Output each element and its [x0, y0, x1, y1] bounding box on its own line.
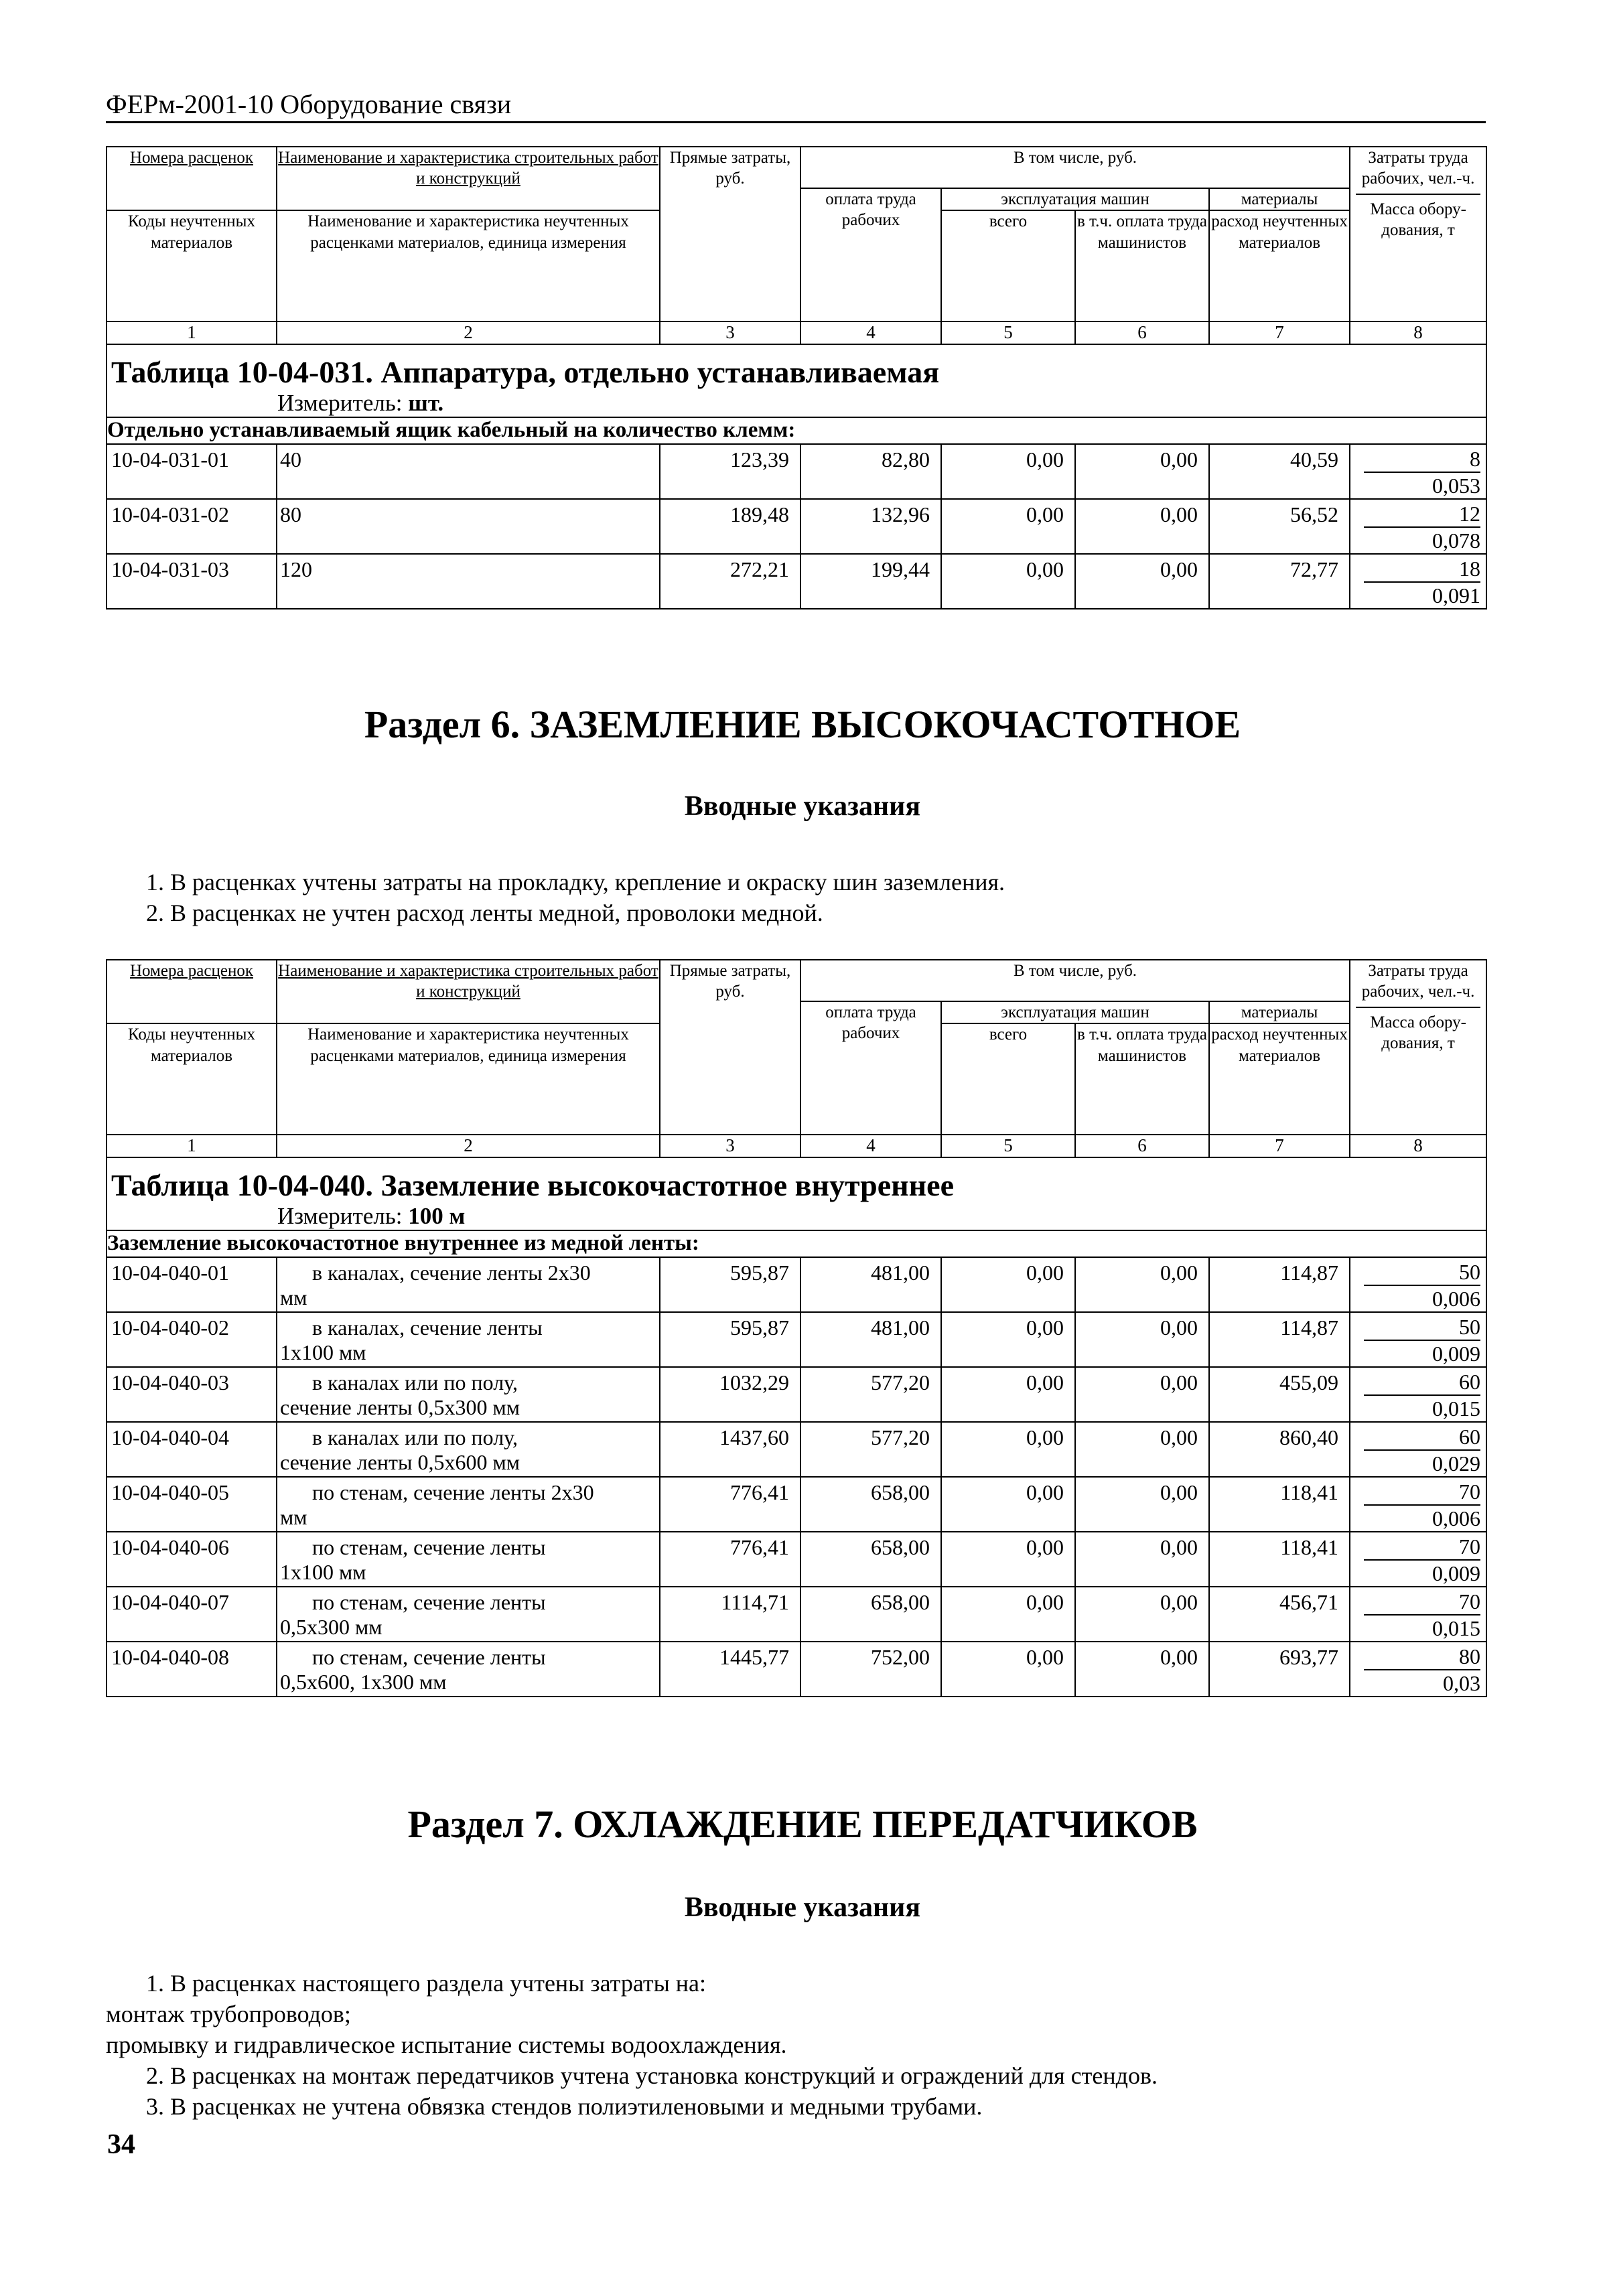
section-6-title: Раздел 6. ЗАЗЕМЛЕНИЕ ВЫСОКОЧАСТОТНОЕ	[364, 703, 1241, 746]
col6-header: в т.ч. оплата труда машинистов	[1075, 210, 1209, 321]
page-number: 34	[107, 2129, 135, 2160]
rates-table-040	[106, 959, 1487, 1697]
col-number: 5	[941, 321, 1075, 344]
col3-header: Прямые затраты, руб.	[660, 960, 800, 1135]
table-row	[107, 1587, 1486, 1642]
col-number: 8	[1350, 321, 1486, 344]
material-cost: 56,52	[1209, 499, 1350, 554]
direct-cost: 1437,60	[660, 1422, 800, 1477]
machines-header: эксплуатация машин	[941, 188, 1209, 210]
direct-cost: 272,21	[660, 554, 800, 609]
labor-hours-mass: 18 0,091	[1350, 554, 1486, 609]
labor-cost: 577,20	[800, 1367, 941, 1422]
material-cost: 118,41	[1209, 1477, 1350, 1532]
operator-cost: 0,00	[1075, 1587, 1209, 1642]
labor-cost: 481,00	[800, 1257, 941, 1312]
rate-name: 120	[277, 554, 660, 609]
col1-header-top: Номера расценок	[107, 147, 277, 210]
col-number: 6	[1075, 321, 1209, 344]
direct-cost: 1114,71	[660, 1587, 800, 1642]
machine-cost: 0,00	[941, 1642, 1075, 1697]
operator-cost: 0,00	[1075, 1477, 1209, 1532]
rates-table-031	[106, 146, 1487, 609]
direct-cost: 189,48	[660, 499, 800, 554]
col4-header: оплата труда рабочих	[800, 188, 941, 321]
rate-code: 10-04-040-06	[107, 1532, 277, 1587]
column-numbers	[107, 321, 1486, 344]
table-row	[107, 1532, 1486, 1587]
rate-name: в каналах или по полу, сечение ленты 0,5х300 мм	[277, 1367, 660, 1422]
section-7-title: Раздел 7. ОХЛАЖДЕНИЕ ПЕРЕДАТЧИКОВ	[407, 1802, 1198, 1846]
section-7-intro-title: Вводные указания	[684, 1892, 921, 1923]
operator-cost: 0,00	[1075, 1532, 1209, 1587]
material-cost: 118,41	[1209, 1532, 1350, 1587]
direct-cost: 776,41	[660, 1532, 800, 1587]
col-number: 1	[107, 321, 277, 344]
table-row	[107, 1257, 1486, 1312]
col2-header-top: Наименование и характеристика строительных работ и конструкций	[277, 147, 660, 210]
machines-header: эксплуатация машин	[941, 1001, 1209, 1023]
direct-cost: 1032,29	[660, 1367, 800, 1422]
table-row	[107, 444, 1486, 499]
machine-cost: 0,00	[941, 1477, 1075, 1532]
table-row	[107, 499, 1486, 554]
section-6-intro-title: Вводные указания	[684, 791, 921, 822]
col2-header-top: Наименование и характеристика строительных работ и конструкций	[277, 960, 660, 1023]
col4-header: оплата труда рабочих	[800, 1001, 941, 1135]
labor-hours-mass: 70 0,015	[1350, 1587, 1486, 1642]
col-number: 7	[1209, 321, 1350, 344]
table-row	[107, 1422, 1486, 1477]
labor-cost: 481,00	[800, 1312, 941, 1367]
labor-hours-mass: 70 0,006	[1350, 1477, 1486, 1532]
machine-cost: 0,00	[941, 499, 1075, 554]
col1-header-bottom: Коды неучтенных материалов	[107, 210, 277, 321]
incl-header: В том числе, руб.	[800, 147, 1350, 188]
col-number: 8	[1350, 1135, 1486, 1157]
material-cost: 860,40	[1209, 1422, 1350, 1477]
col-number: 4	[800, 321, 941, 344]
rate-code: 10-04-040-02	[107, 1312, 277, 1367]
labor-cost: 658,00	[800, 1532, 941, 1587]
table-row	[107, 1642, 1486, 1697]
labor-hours-mass: 60 0,029	[1350, 1422, 1486, 1477]
section-6-para: 1. В расценках учтены затраты на прокладку, крепление и окраску шин заземления.	[146, 869, 1005, 895]
machine-cost: 0,00	[941, 1422, 1075, 1477]
material-cost: 114,87	[1209, 1257, 1350, 1312]
table-title: Таблица 10-04-040. Заземление высокочастотное внутреннее	[111, 1168, 954, 1203]
rate-name: 80	[277, 499, 660, 554]
rate-code: 10-04-040-03	[107, 1367, 277, 1422]
labor-cost: 658,00	[800, 1477, 941, 1532]
group-heading: Отдельно устанавливаемый ящик кабельный на количество клемм:	[107, 417, 1486, 444]
table-title-cell	[107, 344, 1486, 417]
col3-header: Прямые затраты, руб.	[660, 147, 800, 321]
col7-header: расход неучтенных материалов	[1209, 1023, 1350, 1135]
col1-header-top: Номера расценок	[107, 960, 277, 1023]
rate-code: 10-04-040-01	[107, 1257, 277, 1312]
material-cost: 455,09	[1209, 1367, 1350, 1422]
rate-name: в каналах, сечение ленты 2х30 мм	[277, 1257, 660, 1312]
machine-cost: 0,00	[941, 554, 1075, 609]
rate-code: 10-04-040-08	[107, 1642, 277, 1697]
labor-cost: 752,00	[800, 1642, 941, 1697]
unit-line: Измеритель: 100 м	[277, 1203, 466, 1230]
col6-header: в т.ч. оплата труда машинистов	[1075, 1023, 1209, 1135]
rate-name: по стенам, сечение ленты 1х100 мм	[277, 1532, 660, 1587]
col7-header: расход неучтенных материалов	[1209, 210, 1350, 321]
col1-header-bottom: Коды неучтенных материалов	[107, 1023, 277, 1135]
col8-header: Затраты труда рабочих, чел.-ч. Масса обору-дования, т	[1350, 147, 1486, 321]
rate-code: 10-04-031-01	[107, 444, 277, 499]
material-cost: 72,77	[1209, 554, 1350, 609]
direct-cost: 123,39	[660, 444, 800, 499]
rate-code: 10-04-031-03	[107, 554, 277, 609]
labor-cost: 658,00	[800, 1587, 941, 1642]
table-row	[107, 1312, 1486, 1367]
group-heading: Заземление высокочастотное внутреннее из медной ленты:	[107, 1230, 1486, 1257]
col-number: 2	[277, 321, 660, 344]
direct-cost: 1445,77	[660, 1642, 800, 1697]
machine-cost: 0,00	[941, 444, 1075, 499]
table-title-cell	[107, 1157, 1486, 1230]
material-cost: 456,71	[1209, 1587, 1350, 1642]
col8-header: Затраты труда рабочих, чел.-ч. Масса обору-дования, т	[1350, 960, 1486, 1135]
col5-header: всего	[941, 1023, 1075, 1135]
col5-header: всего	[941, 210, 1075, 321]
labor-hours-mass: 8 0,053	[1350, 444, 1486, 499]
section-7-para: промывку и гидравлическое испытание системы водоохлаждения.	[106, 2031, 787, 2058]
section-7-para: 3. В расценках не учтена обвязка стендов полиэтиленовыми и медными трубами.	[146, 2093, 983, 2120]
labor-hours-mass: 50 0,009	[1350, 1312, 1486, 1367]
column-header	[107, 147, 1486, 321]
labor-hours-mass: 80 0,03	[1350, 1642, 1486, 1697]
column-header	[107, 960, 1486, 1135]
section-6-para: 2. В расценках не учтен расход ленты медной, проволоки медной.	[146, 900, 823, 926]
table-row	[107, 1477, 1486, 1532]
material-cost: 40,59	[1209, 444, 1350, 499]
machine-cost: 0,00	[941, 1532, 1075, 1587]
labor-cost: 82,80	[800, 444, 941, 499]
materials-header: материалы	[1209, 1001, 1350, 1023]
unit-line: Измеритель: шт.	[277, 390, 444, 417]
col-number: 3	[660, 321, 800, 344]
machine-cost: 0,00	[941, 1587, 1075, 1642]
labor-hours-mass: 70 0,009	[1350, 1532, 1486, 1587]
incl-header: В том числе, руб.	[800, 960, 1350, 1001]
rate-code: 10-04-040-05	[107, 1477, 277, 1532]
labor-hours-mass: 50 0,006	[1350, 1257, 1486, 1312]
table-title: Таблица 10-04-031. Аппаратура, отдельно устанавливаемая	[111, 355, 940, 390]
col2-header-bottom: Наименование и характеристика неучтенных расценками материалов, единица измерения	[277, 1023, 660, 1135]
section-7-para: монтаж трубопроводов;	[106, 2001, 351, 2027]
machine-cost: 0,00	[941, 1367, 1075, 1422]
section-7-para: 2. В расценках на монтаж передатчиков учтена установка конструкций и ограждений для стендов.	[146, 2062, 1158, 2089]
rate-code: 10-04-031-02	[107, 499, 277, 554]
operator-cost: 0,00	[1075, 1367, 1209, 1422]
material-cost: 114,87	[1209, 1312, 1350, 1367]
operator-cost: 0,00	[1075, 444, 1209, 499]
operator-cost: 0,00	[1075, 1257, 1209, 1312]
direct-cost: 595,87	[660, 1257, 800, 1312]
operator-cost: 0,00	[1075, 554, 1209, 609]
rate-name: по стенам, сечение ленты 0,5х600, 1х300 мм	[277, 1642, 660, 1697]
col-number: 5	[941, 1135, 1075, 1157]
rate-name: по стенам, сечение ленты 0,5х300 мм	[277, 1587, 660, 1642]
running-header: ФЕРм-2001-10 Оборудование связи	[106, 88, 1486, 123]
column-numbers	[107, 1135, 1486, 1157]
machine-cost: 0,00	[941, 1257, 1075, 1312]
operator-cost: 0,00	[1075, 499, 1209, 554]
labor-hours-mass: 12 0,078	[1350, 499, 1486, 554]
direct-cost: 776,41	[660, 1477, 800, 1532]
col-number: 7	[1209, 1135, 1350, 1157]
rate-name: в каналах, сечение ленты 1х100 мм	[277, 1312, 660, 1367]
col2-header-bottom: Наименование и характеристика неучтенных расценками материалов, единица измерения	[277, 210, 660, 321]
table-row	[107, 1367, 1486, 1422]
section-7-para: 1. В расценках настоящего раздела учтены затраты на:	[146, 1970, 707, 1997]
rate-name: в каналах или по полу, сечение ленты 0,5х600 мм	[277, 1422, 660, 1477]
rate-name: по стенам, сечение ленты 2х30 мм	[277, 1477, 660, 1532]
operator-cost: 0,00	[1075, 1312, 1209, 1367]
operator-cost: 0,00	[1075, 1422, 1209, 1477]
labor-cost: 199,44	[800, 554, 941, 609]
direct-cost: 595,87	[660, 1312, 800, 1367]
rate-code: 10-04-040-07	[107, 1587, 277, 1642]
labor-cost: 132,96	[800, 499, 941, 554]
material-cost: 693,77	[1209, 1642, 1350, 1697]
rate-code: 10-04-040-04	[107, 1422, 277, 1477]
operator-cost: 0,00	[1075, 1642, 1209, 1697]
labor-hours-mass: 60 0,015	[1350, 1367, 1486, 1422]
col-number: 1	[107, 1135, 277, 1157]
col-number: 3	[660, 1135, 800, 1157]
rate-name: 40	[277, 444, 660, 499]
machine-cost: 0,00	[941, 1312, 1075, 1367]
labor-cost: 577,20	[800, 1422, 941, 1477]
materials-header: материалы	[1209, 188, 1350, 210]
col-number: 2	[277, 1135, 660, 1157]
table-row	[107, 554, 1486, 609]
col-number: 4	[800, 1135, 941, 1157]
col-number: 6	[1075, 1135, 1209, 1157]
